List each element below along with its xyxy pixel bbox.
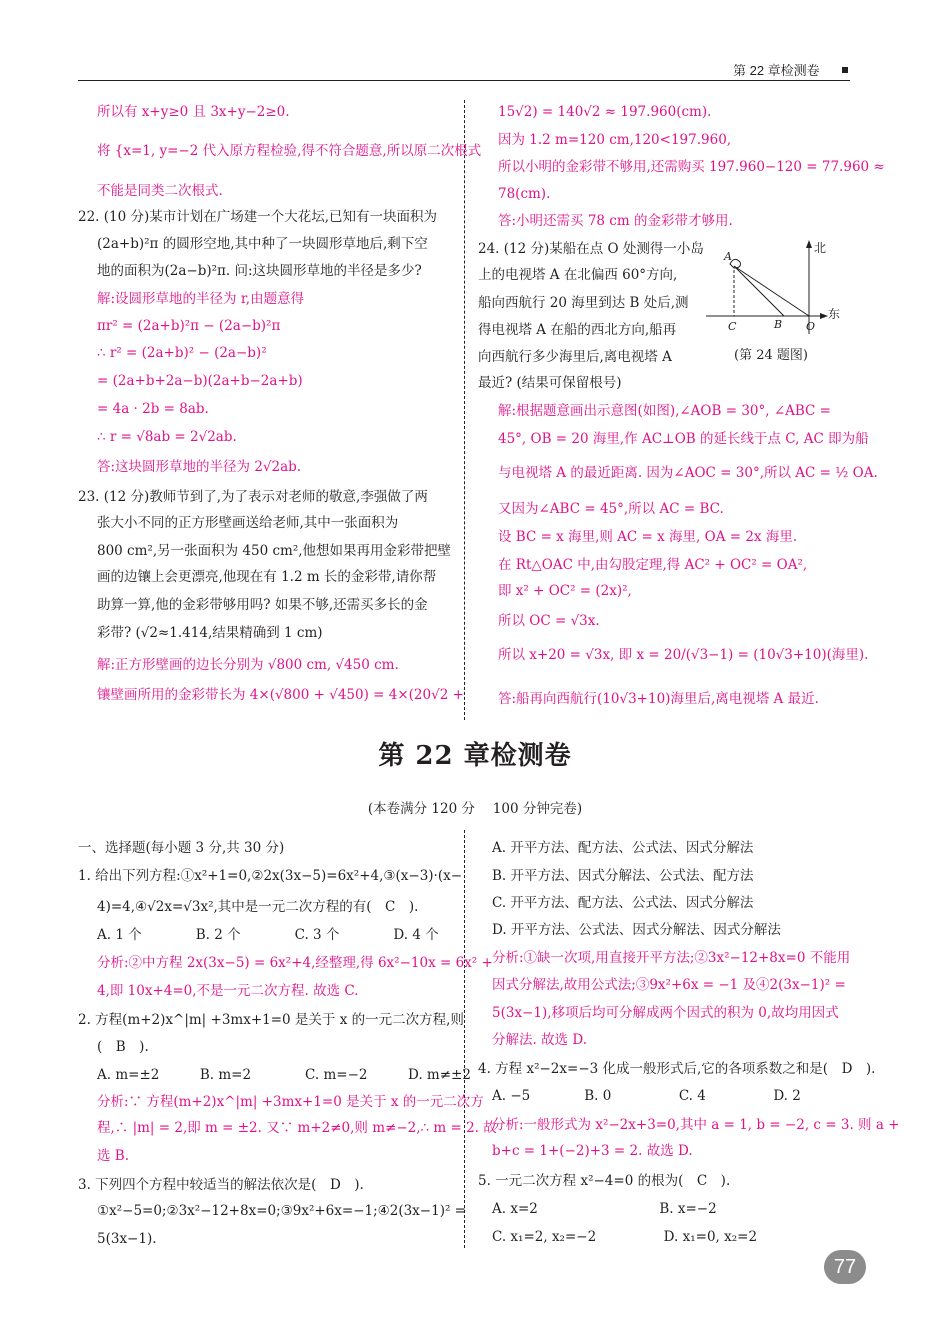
left-top-line: 将 {x=1, y=−2 代入原方程检验,得不符合题意,所以原二次根式 xyxy=(97,143,482,159)
left-top-line: 彩带? (√2≈1.414,结果精确到 1 cm) xyxy=(97,625,323,641)
chapter-subtitle: (本卷满分 120 分 100 分钟完卷) xyxy=(367,801,583,817)
left-bottom-line: ( B ). xyxy=(97,1039,149,1055)
left-bottom-line: 程,∴ |m| = 2,即 m = ±2. 又∵ m+2≠0,则 m≠−2,∴ m = 2. 故 xyxy=(97,1120,497,1136)
left-top-line: 800 cm²,另一张面积为 450 cm²,他想如果再用金彩带把壁 xyxy=(97,543,452,559)
q24-line: 得电视塔 A 在船的西北方向,船再 xyxy=(478,322,677,338)
q24-line: 向西航行多少海里后,离电视塔 A xyxy=(478,349,672,365)
left-bottom-line: ①x²−5=0;②3x²−12+8x=0;③9x²+6x=−1;④2(3x−1)² = xyxy=(97,1203,466,1219)
right-top-line: 答:小明还需买 78 cm 的金彩带才够用. xyxy=(498,213,733,229)
left-bottom-line: 分析:∵ 方程(m+2)x^|m| +3mx+1=0 是关于 x 的一元二次方 xyxy=(97,1094,484,1110)
left-top-line: 不能是同类二次根式. xyxy=(97,183,223,199)
left-bottom-line: A. 1 个 B. 2 个 C. 3 个 D. 4 个 xyxy=(97,927,439,943)
left-bottom-line: 选 B. xyxy=(97,1148,130,1164)
right-bottom-line: C. x₁=2, x₂=−2 D. x₁=0, x₂=2 xyxy=(492,1229,758,1245)
left-top-line: ∴ r² = (2a+b)² − (2a−b)² xyxy=(97,345,267,361)
left-bottom-line: 一、选择题(每小题 3 分,共 30 分) xyxy=(78,840,285,856)
label-O: O xyxy=(806,320,816,333)
left-top-line: ∴ r = √8ab = 2√2ab. xyxy=(97,429,237,445)
right-bottom-line: A. −5 B. 0 C. 4 D. 2 xyxy=(492,1088,801,1104)
q24-sol-line: 所以 OC = √3x. xyxy=(498,613,600,629)
q24-sol-line: 又因为∠ABC = 45°,所以 AC = BC. xyxy=(498,501,724,517)
left-top-line: 镶壁画所用的金彩带长为 4×(√800 + √450) = 4×(20√2 + xyxy=(97,687,464,703)
right-bottom-line: 分析:①缺一次项,用直接开平方法;②3x²−12+8x=0 不能用 xyxy=(492,950,851,966)
label-north: 北 xyxy=(814,241,827,255)
left-top-line: 张大小不同的正方形壁画送给老师,其中一张面积为 xyxy=(97,515,399,531)
right-bottom-line: A. x=2 B. x=−2 xyxy=(492,1201,717,1217)
right-bottom-line: 分解法. 故选 D. xyxy=(492,1032,588,1048)
q24-sol-line: 45°, OB = 20 海里,作 AC⊥OB 的延长线于点 C, AC 即为船 xyxy=(498,431,869,447)
q24-sol-line: 所以 x+20 = √3x, 即 x = 20/(√3−1) = (10√3+10)(海里). xyxy=(498,647,869,663)
left-bottom-line: A. m=±2 B. m=2 C. m=−2 D. m≠±2 xyxy=(97,1067,471,1083)
column-divider-bottom xyxy=(464,830,465,1248)
running-header: 第 22 章检测卷 xyxy=(733,63,820,78)
right-bottom-line: D. 开平方法、公式法、因式分解法、因式分解法 xyxy=(492,922,781,938)
q24-sol-line: 在 Rt△OAC 中,由勾股定理,得 AC² + OC² = OA², xyxy=(498,557,808,573)
left-top-line: 地的面积为(2a−b)²π. 问:这块圆形草地的半径是多少? xyxy=(97,263,422,279)
column-divider-top xyxy=(464,100,465,720)
right-bottom-line: C. 开平方法、配方法、公式法、因式分解法 xyxy=(492,895,754,911)
q24-sol-line: 答:船再向西航行(10√3+10)海里后,离电视塔 A 最近. xyxy=(498,691,819,707)
left-top-line: 22. (10 分)某市计划在广场建一个大花坛,已知有一块面积为 xyxy=(78,209,438,225)
left-top-line: 答:这块圆形草地的半径为 2√2ab. xyxy=(97,459,302,475)
q24-sol-line: 设 BC = x 海里,则 AC = x 海里, OA = 2x 海里. xyxy=(498,529,798,545)
north-arrow-icon xyxy=(806,240,812,248)
label-B: B xyxy=(774,318,783,331)
left-bottom-line: 4)=4,④√2x=√3x²,其中是一元二次方程的有( C ). xyxy=(97,899,419,915)
left-top-line: = (2a+b+2a−b)(2a+b−2a+b) xyxy=(97,373,303,389)
page-number: 77 xyxy=(824,1250,866,1284)
east-arrow-icon xyxy=(820,313,828,319)
q24-line: 船向西航行 20 海里到达 B 处后,测 xyxy=(478,295,689,311)
right-bottom-line: 5. 一元二次方程 x²−4=0 的根为( C ). xyxy=(478,1173,731,1189)
right-top-line: 15√2) = 140√2 ≈ 197.960(cm). xyxy=(498,104,712,120)
left-top-line: 23. (12 分)教师节到了,为了表示对老师的敬意,李强做了两 xyxy=(78,489,428,505)
right-bottom-line: 5(3x−1),移项后均可分解成两个因式的积为 0,故均用因式 xyxy=(492,1005,839,1021)
right-bottom-line: b+c = 1+(−2)+3 = 2. 故选 D. xyxy=(492,1143,693,1159)
left-bottom-line: 2. 方程(m+2)x^|m| +3mx+1=0 是关于 x 的一元二次方程,则 xyxy=(78,1012,464,1028)
left-top-line: 解:正方形壁画的边长分别为 √800 cm, √450 cm. xyxy=(97,657,399,673)
q24-line: 最近? (结果可保留根号) xyxy=(478,375,622,391)
left-top-line: 所以有 x+y≥0 且 3x+y−2≥0. xyxy=(97,104,290,120)
right-top-line: 因为 1.2 m=120 cm,120<197.960, xyxy=(498,132,732,148)
left-bottom-line: 3. 下列四个方程中较适当的解法依次是( D ). xyxy=(78,1177,364,1193)
figure-caption: (第 24 题图) xyxy=(734,348,808,363)
q24-line: 24. (12 分)某船在点 O 处测得一小岛 xyxy=(478,241,704,257)
left-bottom-line: 分析:②中方程 2x(3x−5) = 6x²+4,经整理,得 6x²−10x = 6x² + xyxy=(97,955,493,971)
label-A: A xyxy=(724,250,732,263)
question-24-figure xyxy=(706,238,848,338)
segment-AO xyxy=(734,266,809,316)
left-top-line: = 4a · 2b = 8ab. xyxy=(97,401,209,417)
chapter-title: 第 22 章检测卷 xyxy=(378,741,572,771)
right-top-line: 78(cm). xyxy=(498,186,551,202)
left-top-line: 解:设圆形草地的半径为 r,由题意得 xyxy=(97,291,305,307)
header-rule xyxy=(78,80,850,81)
right-top-line: 所以小明的金彩带不够用,还需购买 197.960−120 = 77.960 ≈ xyxy=(498,159,885,175)
segment-AB xyxy=(734,266,784,316)
label-east: 东 xyxy=(828,307,841,321)
right-bottom-line: B. 开平方法、因式分解法、公式法、配方法 xyxy=(492,868,754,884)
left-bottom-line: 5(3x−1). xyxy=(97,1231,157,1247)
q24-sol-line: 与电视塔 A 的最近距离. 因为∠AOC = 30°,所以 AC = ½ OA. xyxy=(498,465,878,481)
right-bottom-line: 4. 方程 x²−2x=−3 化成一般形式后,它的各项系数之和是( D ). xyxy=(478,1061,876,1077)
left-bottom-line: 4,即 10x+4=0,不是一元二次方程. 故选 C. xyxy=(97,983,359,999)
left-top-line: (2a+b)²π 的圆形空地,其中种了一块圆形草地后,剩下空 xyxy=(97,236,428,252)
left-top-line: πr² = (2a+b)²π − (2a−b)²π xyxy=(97,318,281,334)
left-top-line: 助算一算,他的金彩带够用吗? 如果不够,还需买多长的金 xyxy=(97,597,428,613)
q24-sol-line: 解:根据题意画出示意图(如图),∠AOB = 30°, ∠ABC = xyxy=(498,403,831,419)
right-bottom-line: 分析:一般形式为 x²−2x+3=0,其中 a = 1, b = −2, c = 3. 则 a + xyxy=(492,1117,900,1133)
left-top-line: 画的边镶上会更漂亮,他现在有 1.2 m 长的金彩带,请你帮 xyxy=(97,569,437,585)
q24-sol-line: 即 x² + OC² = (2x)², xyxy=(498,583,632,599)
left-bottom-line: 1. 给出下列方程:①x²+1=0,②2x(3x−5)=6x²+4,③(x−3)·(x− xyxy=(78,868,463,884)
label-C: C xyxy=(728,320,737,333)
right-bottom-line: 因式分解法,故用公式法;③9x²+6x = −1 及④2(3x−1)² = xyxy=(492,977,846,993)
right-bottom-line: A. 开平方法、配方法、公式法、因式分解法 xyxy=(492,840,754,856)
header-square xyxy=(842,67,848,73)
q24-line: 上的电视塔 A 在北偏西 60°方向, xyxy=(478,267,678,283)
